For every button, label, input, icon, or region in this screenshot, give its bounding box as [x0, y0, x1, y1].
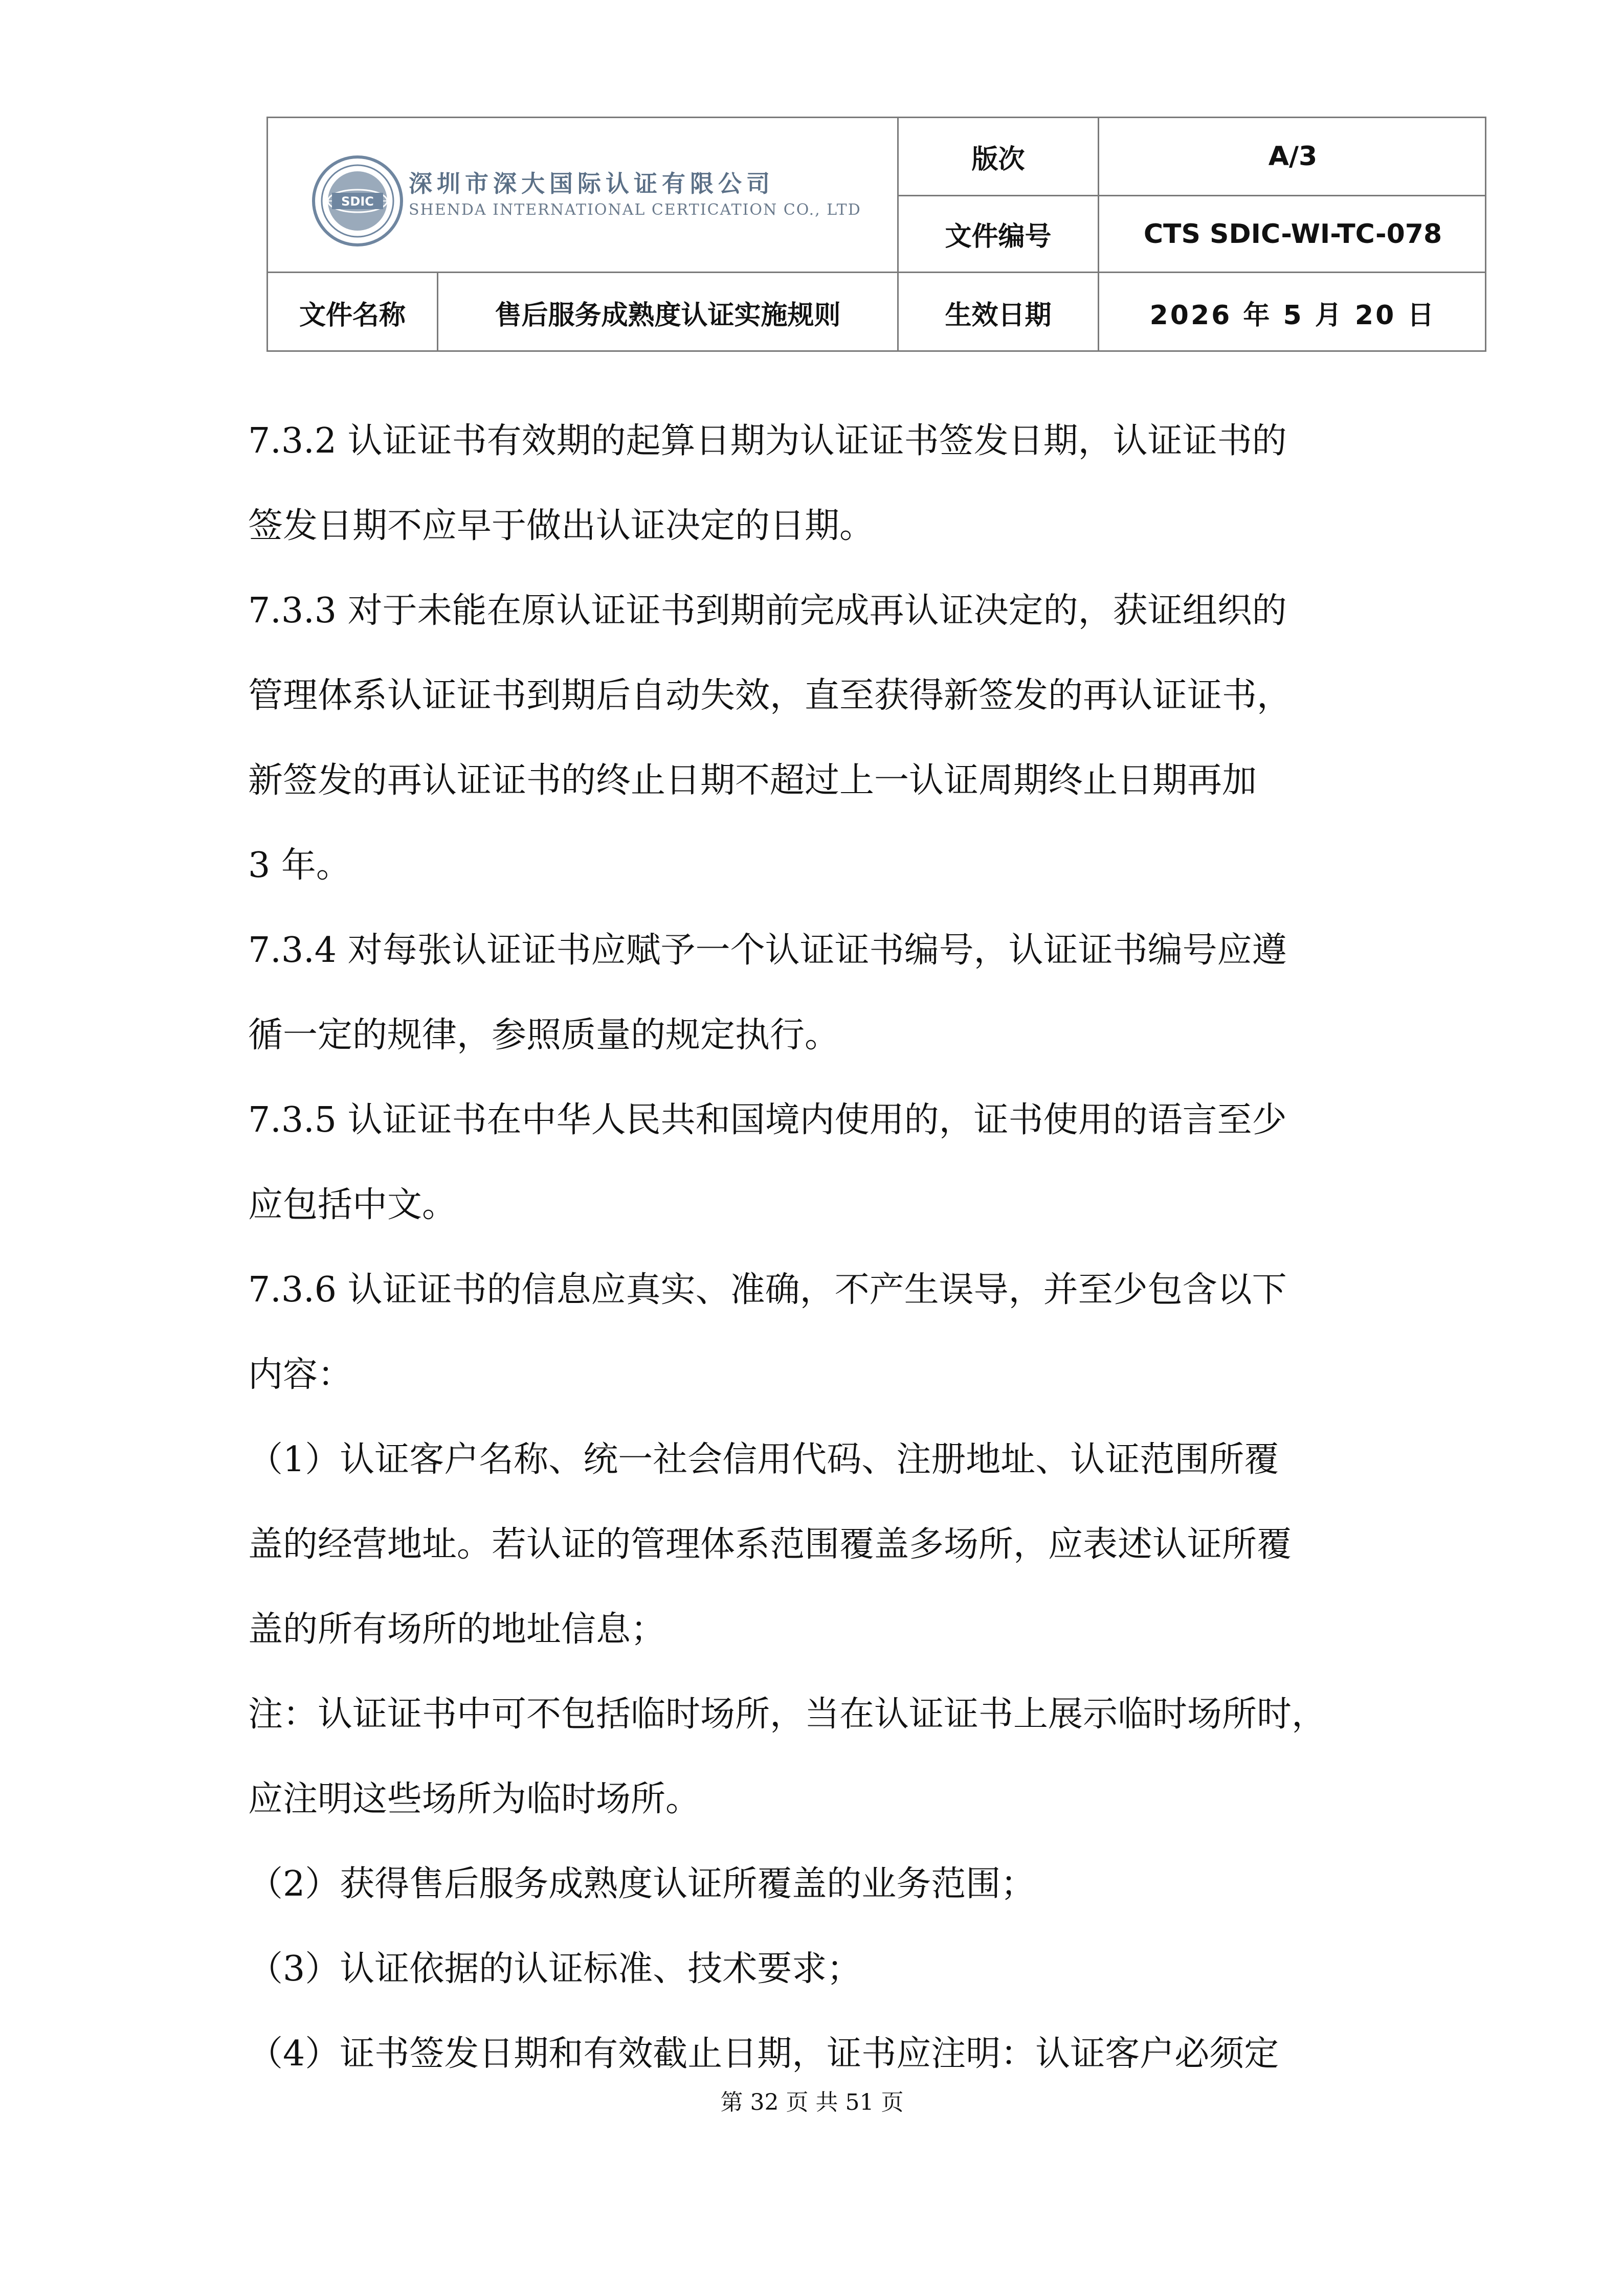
text-line: 管理体系认证证书到期后自动失效，直至获得新签发的再认证证书， [248, 676, 1292, 716]
doc-name-label: 文件名称 [299, 300, 406, 331]
doc-name-value: 售后服务成熟度认证实施规则 [495, 300, 841, 331]
version-value: A/3 [1268, 141, 1318, 172]
text-line: 新签发的再认证证书的终止日期不超过上一认证周期终止日期再加 [248, 760, 1257, 801]
version-label: 版次 [971, 144, 1025, 175]
text-line: 签发日期不应早于做出认证决定的日期。 [248, 506, 875, 546]
effective-date-value: 2026 年 5 月 20 日 [1149, 300, 1436, 331]
text-line: 内容： [248, 1355, 353, 1395]
text-line: （3）认证依据的认证标准、技术要求； [248, 1949, 862, 1989]
text-line: 应注明这些场所为临时场所。 [248, 1779, 701, 1819]
text-line: 注：认证证书中可不包括临时场所，当在认证证书上展示临时场所时， [248, 1694, 1327, 1735]
text-line: （4）证书签发日期和有效截止日期，证书应注明：认证客户必须定 [248, 2034, 1279, 2074]
doc-no-value: CTS SDIC-WI-TC-078 [1143, 218, 1442, 250]
company-name-cn: 深圳市深大国际认证有限公司 [409, 170, 774, 197]
text-line: 7.3.5 认证证书在中华人民共和国境内使用的，证书使用的语言至少 [248, 1100, 1287, 1140]
text-line: 7.3.3 对于未能在原认证证书到期前完成再认证决定的，获证组织的 [248, 591, 1287, 631]
text-line: 盖的所有场所的地址信息； [248, 1609, 666, 1650]
document-body [248, 399, 1384, 2097]
text-line: 7.3.6 认证证书的信息应真实、准确，不产生误导，并至少包含以下 [248, 1270, 1287, 1310]
text-line: （2）获得售后服务成熟度认证所覆盖的业务范围； [248, 1864, 1036, 1904]
doc-no-label: 文件编号 [945, 221, 1052, 252]
text-line: 7.3.2 认证证书有效期的起算日期为认证证书签发日期，认证证书的 [248, 421, 1287, 461]
header-table [266, 117, 1486, 352]
text-line: （1）认证客户名称、统一社会信用代码、注册地址、认证范围所覆 [248, 1439, 1279, 1480]
text-line: 应包括中文。 [248, 1185, 457, 1225]
company-name-en: SHENDA INTERNATIONAL CERTICATION CO., LTD [409, 201, 861, 219]
svg-text:SDIC: SDIC [341, 194, 374, 209]
company-logo [268, 118, 897, 272]
page-number: 第 32 页 共 51 页 [720, 2089, 904, 2115]
text-line: 盖的经营地址。若认证的管理体系范围覆盖多场所，应表述认证所覆 [248, 1524, 1292, 1565]
text-line: 循一定的规律，参照质量的规定执行。 [248, 1015, 840, 1055]
text-line: 7.3.4 对每张认证证书应赋予一个认证证书编号，认证证书编号应遵 [248, 930, 1287, 971]
sdic-seal-icon [312, 155, 404, 247]
effective-date-label: 生效日期 [945, 300, 1052, 331]
text-line: 3 年。 [248, 845, 351, 886]
